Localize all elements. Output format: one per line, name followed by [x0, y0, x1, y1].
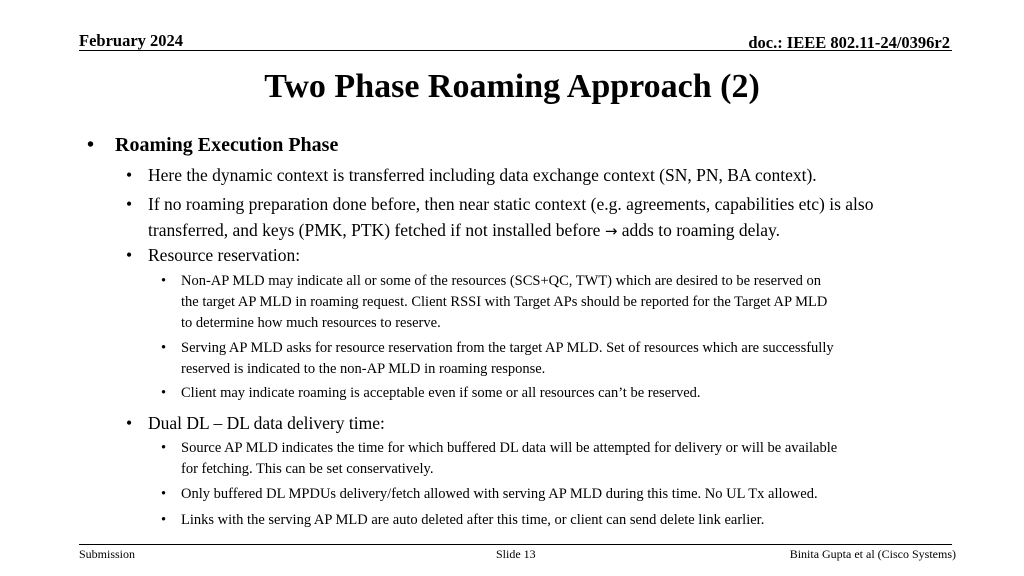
bullet-glyph: •	[126, 245, 133, 265]
bullet-roaming-execution-phase	[87, 133, 339, 157]
bullet-dual-dl	[126, 410, 954, 436]
bullet-glyph: •	[161, 440, 167, 456]
bullet-glyph: •	[126, 165, 133, 185]
bullet-resource-reservation	[126, 242, 954, 268]
arrow-right-icon: →	[604, 222, 618, 240]
bullet-text-line	[148, 217, 954, 244]
sub-bullet-buffered-dl-only	[161, 484, 962, 505]
header-doc-id: doc.: IEEE 802.11-24/0396r2	[748, 33, 950, 52]
sub-bullet-links-auto-deleted	[161, 510, 962, 531]
bullet-glyph: •	[87, 134, 95, 156]
header-divider	[79, 50, 952, 51]
bullet-text: Dual DL – DL data delivery time:	[148, 413, 385, 433]
footer-authors: Binita Gupta et al (Cisco Systems)	[789, 547, 956, 561]
bullet-text-line: to determine how much resources to reserve.	[181, 315, 441, 331]
sub-bullet-serving-ap-reservation	[161, 338, 962, 380]
bullet-text-line: If no roaming preparation done before, then near static context (e.g. agreements, capabilities etc) is also	[148, 194, 874, 214]
bullet-text: Resource reservation:	[148, 245, 301, 265]
slide-title: Two Phase Roaming Approach (2)	[264, 68, 760, 105]
bullet-text: Roaming Execution Phase	[115, 134, 339, 156]
header-date: February 2024	[79, 31, 184, 50]
bullet-text-line: for fetching. This can be set conservatively.	[181, 461, 434, 477]
footer-divider	[79, 544, 952, 545]
bullet-glyph: •	[161, 273, 167, 289]
bullet-text-part: transferred, and keys (PMK, PTK) fetched if not installed before	[148, 220, 601, 240]
bullet-text-line: Non-AP MLD may indicate all or some of the resources (SCS+QC, TWT) which are desired to be reserved on	[181, 273, 821, 289]
bullet-glyph: •	[161, 512, 167, 528]
sub-bullet-source-ap-time	[161, 438, 962, 480]
footer-slide-number: Slide 13	[496, 547, 536, 561]
bullet-glyph: •	[126, 413, 133, 433]
footer-submission: Submission	[79, 547, 136, 561]
bullet-text-part: adds to roaming delay.	[621, 220, 781, 240]
bullet-glyph: •	[161, 486, 167, 502]
bullet-text-line: the target AP MLD in roaming request. Client RSSI with Target APs should be reported for the Target AP MLD	[181, 294, 828, 310]
bullet-text: Only buffered DL MPDUs delivery/fetch allowed with serving AP MLD during this time. No UL Tx allowed.	[181, 486, 818, 502]
bullet-text: Here the dynamic context is transferred including data exchange context (SN, PN, BA context).	[148, 165, 817, 185]
bullet-text-line: Source AP MLD indicates the time for which buffered DL data will be attempted for delivery or will be available	[181, 440, 838, 456]
bullet-glyph: •	[161, 385, 167, 401]
sub-bullet-client-acceptable	[161, 383, 962, 404]
bullet-static-context	[126, 191, 954, 244]
bullet-text: Client may indicate roaming is acceptable even if some or all resources can’t be reserved.	[181, 385, 701, 401]
bullet-dynamic-context	[126, 162, 954, 188]
bullet-glyph: •	[161, 340, 167, 356]
bullet-text: Links with the serving AP MLD are auto deleted after this time, or client can send delete link earlier.	[181, 512, 765, 528]
bullet-text-line: Serving AP MLD asks for resource reservation from the target AP MLD. Set of resources which are successfully	[181, 340, 834, 356]
bullet-text-line: reserved is indicated to the non-AP MLD in roaming response.	[181, 361, 546, 377]
sub-bullet-resource-request	[161, 271, 962, 334]
bullet-glyph: •	[126, 194, 133, 214]
